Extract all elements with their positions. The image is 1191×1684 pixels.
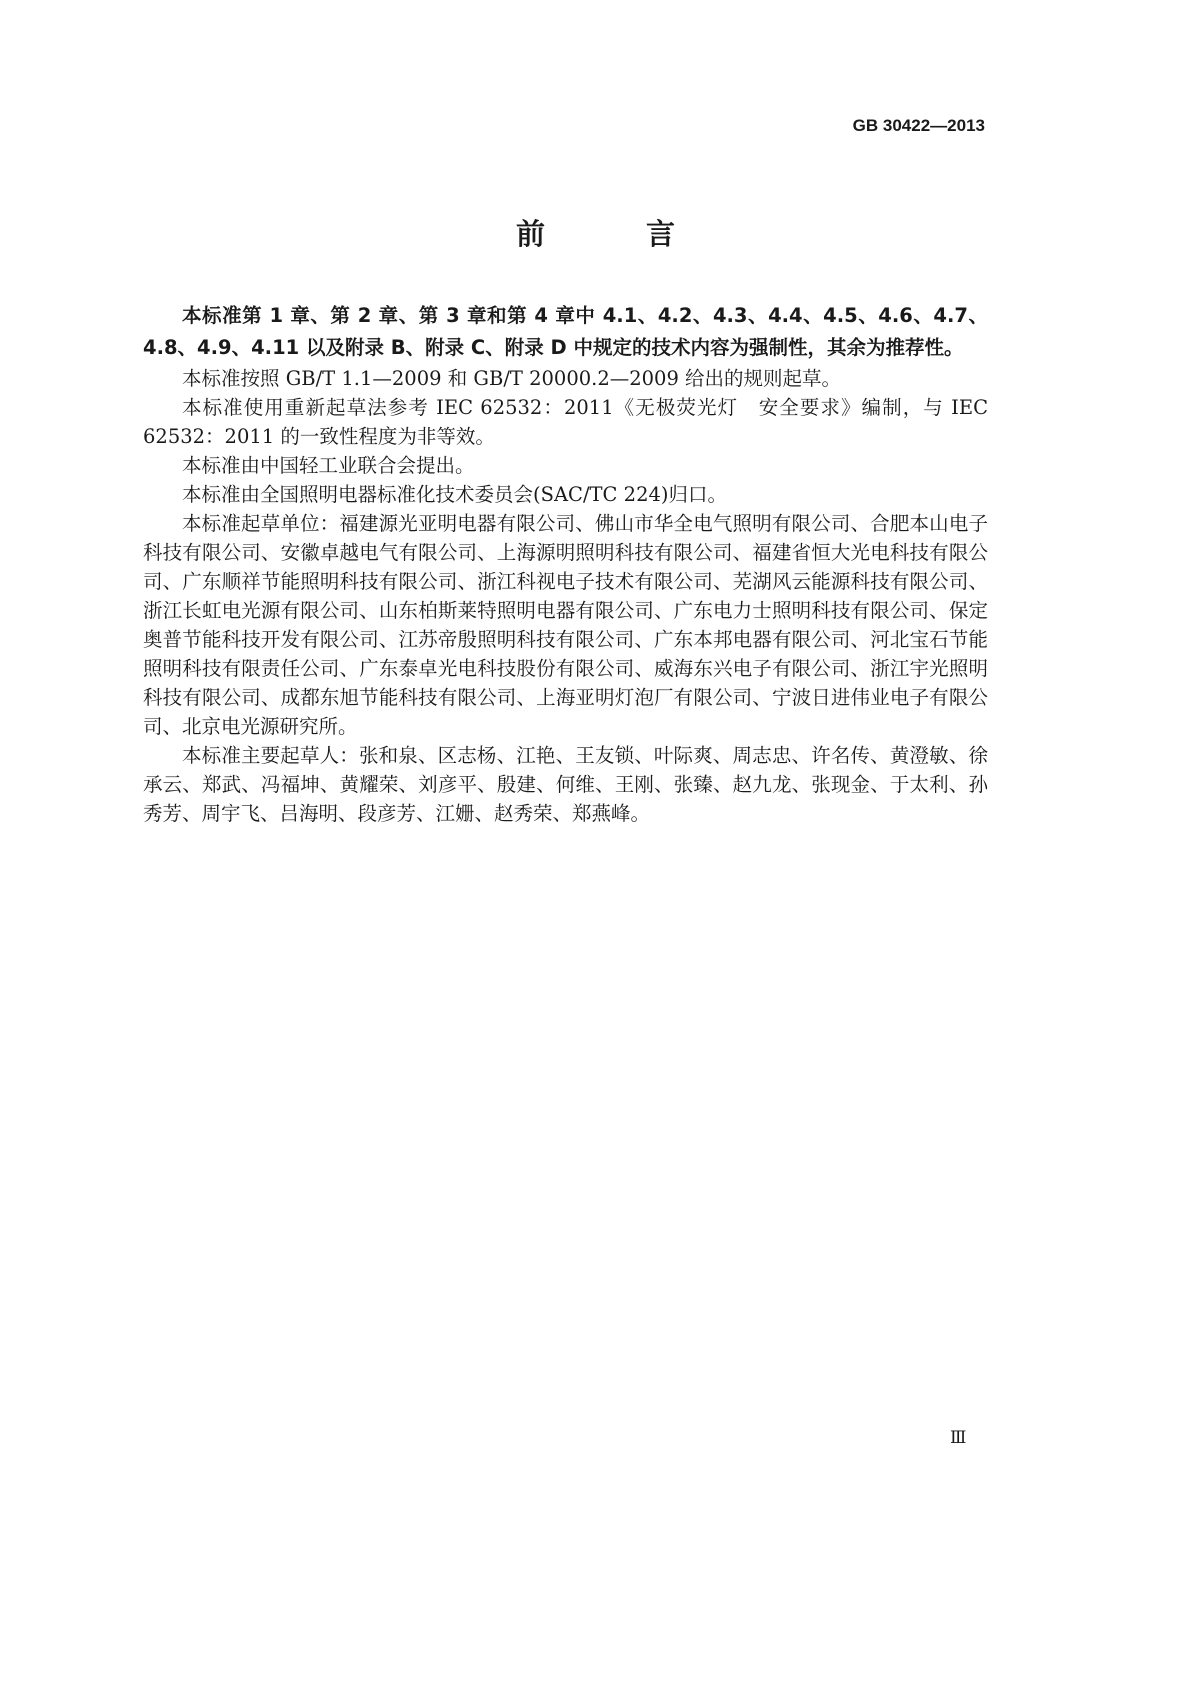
standard-number-header: GB 30422—2013: [852, 116, 985, 135]
paragraph-reference-standard: 本标准使用重新起草法参考 IEC 62532：2011《无极荧光灯 安全要求》编制，与 IEC 62532：2011 的一致性程度为非等效。: [143, 396, 988, 448]
paragraph-drafters: 本标准主要起草人：张和泉、区志杨、江艳、王友锁、叶际爽、周志忠、许名传、黄澄敏、徐承云、郑武、冯福坤、黄耀荣、刘彦平、殷建、何维、王刚、张臻、赵九龙、张现金、于太利、孙秀芳、周宇飞、吕海明、段彦芳、江姗、赵秀荣、郑燕峰。: [143, 744, 988, 825]
page-title: 前 言: [515, 217, 711, 251]
paragraph-mandatory-clauses: 本标准第 1 章、第 2 章、第 3 章和第 4 章中 4.1、4.2、4.3、4.4、4.5、4.6、4.7、4.8、4.9、4.11 以及附录 B、附录 C、附录 D 中规定的技术内容为强制性，其余为推荐性。: [143, 304, 988, 359]
paragraph-drafting-rules: 本标准按照 GB/T 1.1—2009 和 GB/T 20000.2—2009 给出的规则起草。: [182, 367, 842, 390]
page-number: Ⅲ: [950, 1428, 967, 1448]
paragraph-administration: 本标准由全国照明电器标准化技术委员会(SAC/TC 224)归口。: [182, 483, 727, 506]
paragraph-drafting-units: 本标准起草单位：福建源光亚明电器有限公司、佛山市华全电气照明有限公司、合肥本山电子科技有限公司、安徽卓越电气有限公司、上海源明照明科技有限公司、福建省恒大光电科技有限公司、广东顺祥节能照明科技有限公司、浙江科视电子技术有限公司、芜湖风云能源科技有限公司、浙江长虹电光源有限公司、山东柏斯莱特照明电器有限公司、广东电力士照明科技有限公司、保定奥普节能科技开发有限公司、江苏帝殷照明科技有限公司、广东本邦电器有限公司、河北宝石节能照明科技有限责任公司、广东泰卓光电科技股份有限公司、威海东兴电子有限公司、浙江宇光照明科技有限公司、成都东旭节能科技有限公司、上海亚明灯泡厂有限公司、宁波日进伟业电子有限公司、北京电光源研究所。: [143, 512, 988, 738]
paragraph-proposer: 本标准由中国轻工业联合会提出。: [182, 454, 475, 477]
foreword-body: [143, 300, 988, 828]
